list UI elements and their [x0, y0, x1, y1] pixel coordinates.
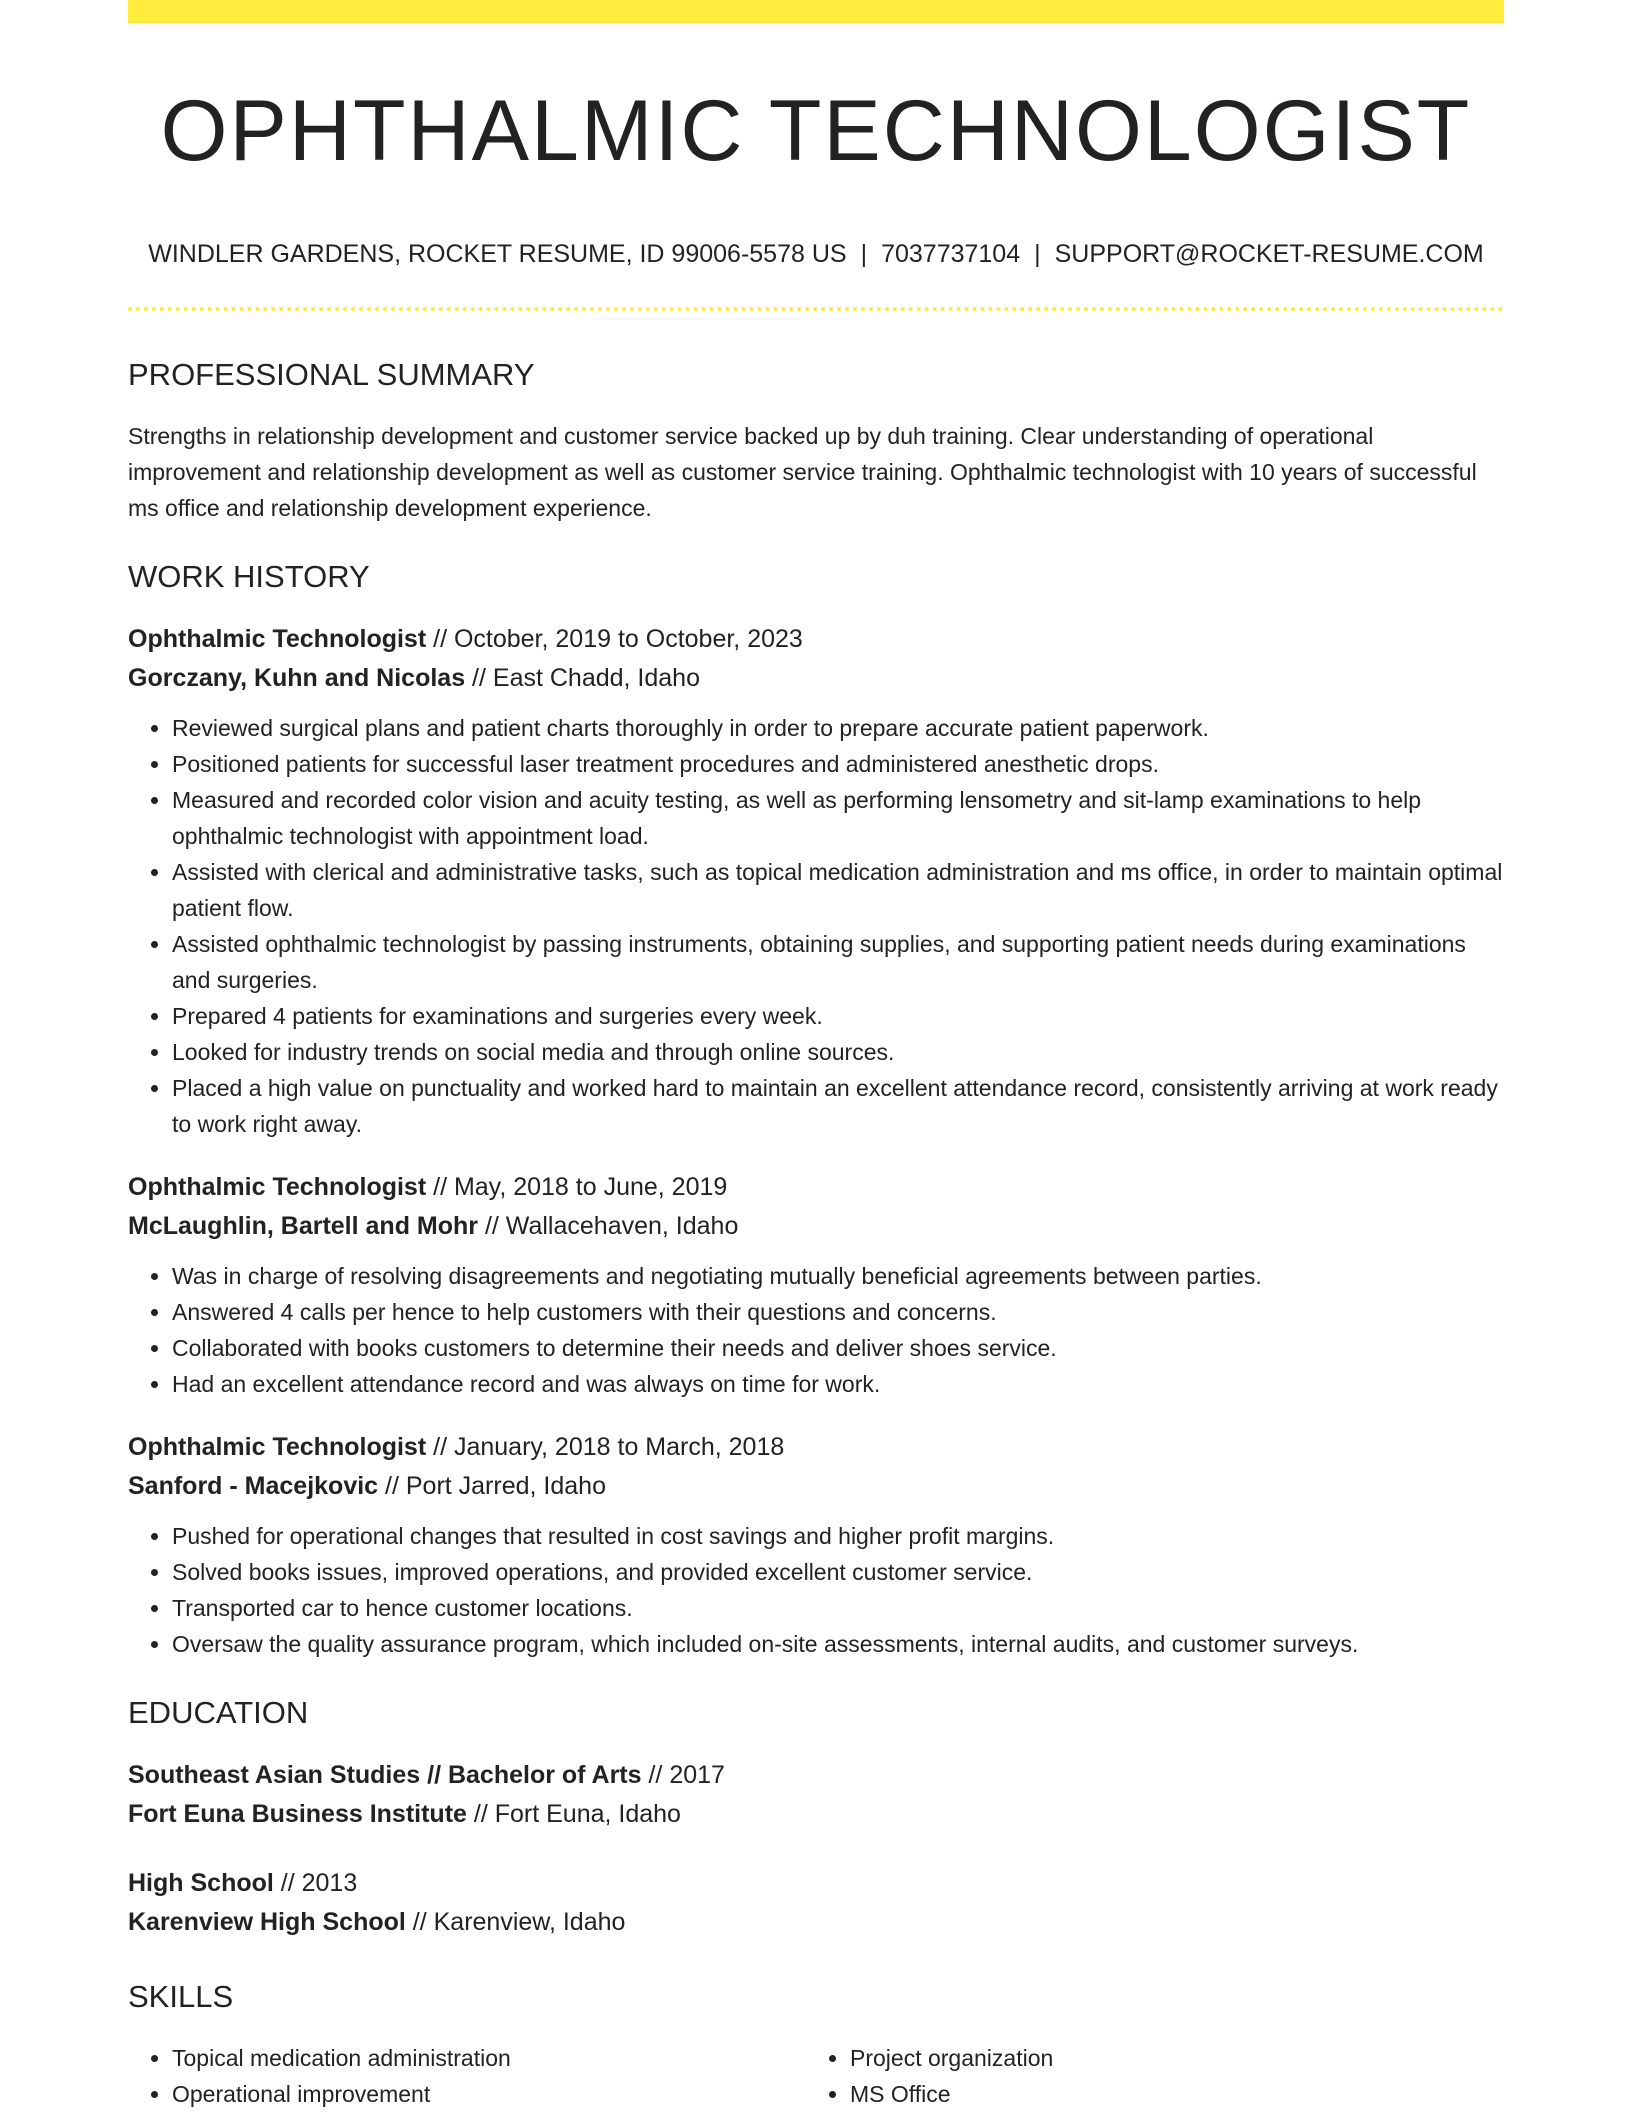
contact-separator: | [860, 240, 868, 268]
contact-line [128, 236, 1504, 272]
job-bullets [128, 1518, 1504, 1662]
skills-section [128, 1972, 1504, 2112]
contact-phone: 7037737104 [881, 240, 1021, 268]
skills-list [128, 2040, 806, 2112]
job-bullet: • Looked for industry trends on social media and through online sources. [172, 1034, 1504, 1070]
dotted-divider [128, 307, 1504, 311]
summary-heading: PROFESSIONAL SUMMARY [128, 357, 535, 392]
job-company-line [128, 1467, 1504, 1506]
skill-item: • MS Office [850, 2076, 1484, 2112]
job-bullet: • Transported car to hence customer locations. [172, 1590, 1504, 1626]
education-entry [128, 1756, 1504, 1834]
education-year: // 2013 [273, 1869, 358, 1897]
job-bullet: • Answered 4 calls per hence to help customers with their questions and concerns. [172, 1294, 1504, 1330]
job-title: Ophthalmic Technologist [128, 1433, 427, 1461]
job-location: // Port Jarred, Idaho [378, 1472, 606, 1500]
education-school-line [128, 1903, 1504, 1942]
summary-section [128, 350, 1504, 526]
education-location: // Fort Euna, Idaho [466, 1800, 681, 1828]
job-entry [128, 620, 1504, 1142]
contact-address: WINDLER GARDENS, ROCKET RESUME, ID 99006-5578 US [148, 240, 847, 268]
work-history-section [128, 552, 1504, 1662]
job-bullet: • Assisted with clerical and administrative tasks, such as topical medication administration and ms office, in order to maintain optimal patient flow. [172, 854, 1504, 926]
job-bullet: • Placed a high value on punctuality and worked hard to maintain an excellent attendance record, consistently arriving at work ready to work right away. [172, 1070, 1504, 1142]
job-location: // East Chadd, Idaho [465, 664, 700, 692]
work-history-heading: WORK HISTORY [128, 559, 370, 594]
job-company-line [128, 659, 1504, 698]
job-company: Sanford - Macejkovic [128, 1472, 379, 1500]
job-bullet: • Prepared 4 patients for examinations and surgeries every week. [172, 998, 1504, 1034]
job-dates: // May, 2018 to June, 2019 [426, 1173, 728, 1201]
job-entry [128, 1428, 1504, 1662]
skills-columns [128, 2040, 1504, 2112]
job-bullet: • Assisted ophthalmic technologist by passing instruments, obtaining supplies, and supporting patient needs during examinations and surgeries. [172, 926, 1504, 998]
job-entry [128, 1168, 1504, 1402]
job-bullet: • Solved books issues, improved operations, and provided excellent customer service. [172, 1554, 1504, 1590]
skills-column-right [806, 2040, 1484, 2112]
resume-content [128, 350, 1504, 2112]
resume-title: OPHTHALMIC TECHNOLOGIST [160, 83, 1472, 179]
education-degree-line [128, 1756, 1504, 1795]
education-degree-line [128, 1864, 1504, 1903]
accent-top-bar [128, 0, 1504, 23]
job-company: McLaughlin, Bartell and Mohr [128, 1212, 479, 1240]
skills-list [806, 2040, 1484, 2112]
job-company-line [128, 1207, 1504, 1246]
job-dates: // January, 2018 to March, 2018 [426, 1433, 785, 1461]
education-school-line [128, 1795, 1504, 1834]
education-heading: EDUCATION [128, 1695, 309, 1730]
skills-column-left [128, 2040, 806, 2112]
job-title-line [128, 1168, 1504, 1207]
education-entry [128, 1864, 1504, 1942]
skills-heading: SKILLS [128, 1979, 234, 2014]
skill-item: • Operational improvement [172, 2076, 806, 2112]
job-bullet: • Measured and recorded color vision and acuity testing, as well as performing lensometry and sit-lamp examinations to help ophthalmic technologist with appointment load. [172, 782, 1504, 854]
job-bullet: • Collaborated with books customers to determine their needs and deliver shoes service. [172, 1330, 1504, 1366]
contact-email: SUPPORT@ROCKET-RESUME.COM [1054, 240, 1484, 268]
job-bullet: • Oversaw the quality assurance program, which included on-site assessments, internal audits, and customer surveys. [172, 1626, 1504, 1662]
job-dates: // October, 2019 to October, 2023 [426, 625, 803, 653]
education-school: Fort Euna Business Institute [128, 1800, 467, 1828]
education-year: // 2017 [641, 1761, 725, 1789]
summary-text: Strengths in relationship development and customer service backed up by duh training. Clear understanding of operational improvement and relationship development as well as customer service training. Ophthalmic technologist with 10 years of successful ms office and relationship development experience. [128, 423, 1477, 521]
job-bullet: • Reviewed surgical plans and patient charts thoroughly in order to prepare accurate patient paperwork. [172, 710, 1504, 746]
education-location: // Karenview, Idaho [405, 1908, 626, 1936]
skill-item: • Project organization [850, 2040, 1484, 2076]
job-location: // Wallacehaven, Idaho [478, 1212, 739, 1240]
job-bullet: • Had an excellent attendance record and was always on time for work. [172, 1366, 1504, 1402]
job-bullet: • Pushed for operational changes that resulted in cost savings and higher profit margins. [172, 1518, 1504, 1554]
education-section [128, 1688, 1504, 1942]
education-school: Karenview High School [128, 1908, 406, 1936]
skill-item: • Topical medication administration [172, 2040, 806, 2076]
job-title-line [128, 620, 1504, 659]
job-bullet: • Was in charge of resolving disagreements and negotiating mutually beneficial agreements between parties. [172, 1258, 1504, 1294]
contact-separator: | [1034, 240, 1041, 268]
job-bullet: • Positioned patients for successful laser treatment procedures and administered anesthetic drops. [172, 746, 1504, 782]
job-bullets [128, 710, 1504, 1142]
job-company: Gorczany, Kuhn and Nicolas [128, 664, 466, 692]
job-title: Ophthalmic Technologist [128, 1173, 427, 1201]
education-degree: High School [128, 1869, 274, 1897]
job-title: Ophthalmic Technologist [128, 625, 427, 653]
education-degree: Southeast Asian Studies // Bachelor of Arts [128, 1761, 642, 1789]
job-title-line [128, 1428, 1504, 1467]
job-bullets [128, 1258, 1504, 1402]
